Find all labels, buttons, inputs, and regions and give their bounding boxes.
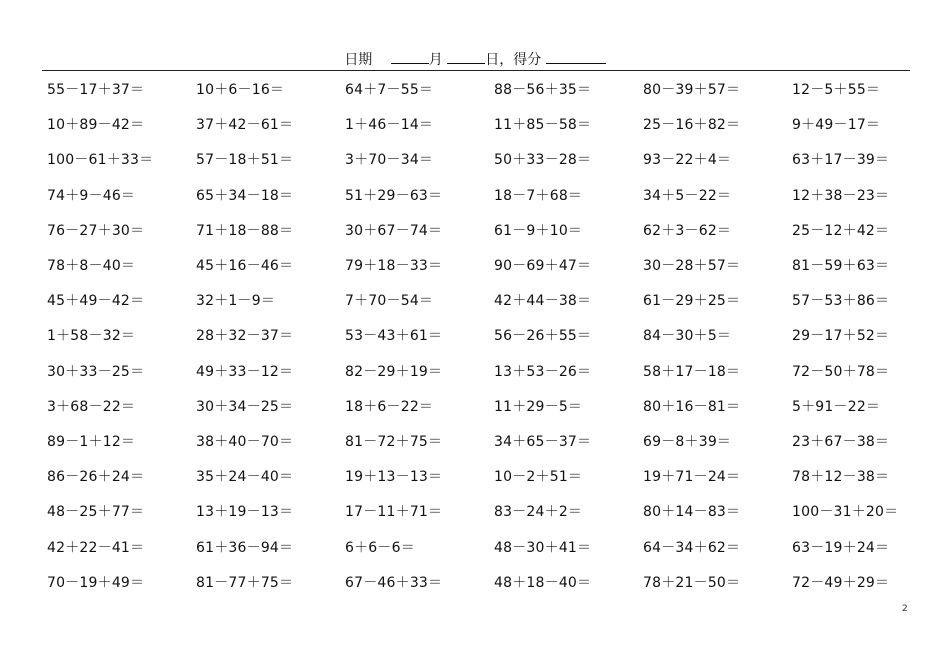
- arithmetic-problem: 83－24＋2＝: [494, 504, 583, 521]
- arithmetic-problem: 61－9＋10＝: [494, 222, 583, 239]
- arithmetic-problem: 28＋32－37＝: [196, 328, 294, 345]
- arithmetic-problem: 57－18＋51＝: [196, 152, 294, 169]
- arithmetic-problem: 81－77＋75＝: [196, 574, 294, 591]
- arithmetic-problem: 38＋40－70＝: [196, 434, 294, 450]
- score-blank: [546, 49, 606, 64]
- date-label: 日期: [344, 52, 373, 68]
- arithmetic-problem: 65＋34－18＝: [196, 187, 294, 204]
- arithmetic-problem: 25－16＋82＝: [643, 117, 741, 134]
- arithmetic-problem: 30－28＋57＝: [643, 258, 741, 274]
- arithmetic-problem: 37＋42－61＝: [196, 117, 294, 134]
- arithmetic-problem: 6＋6－6＝: [345, 539, 415, 556]
- arithmetic-problem: 10－2＋51＝: [494, 469, 583, 486]
- arithmetic-problem: 72－49＋29＝: [792, 574, 890, 591]
- arithmetic-problem: 12＋38－23＝: [792, 187, 890, 204]
- arithmetic-problem: 82－29＋19＝: [345, 363, 443, 380]
- arithmetic-problem: 23＋67－38＝: [792, 434, 890, 450]
- arithmetic-problem: 35＋24－40＝: [196, 469, 294, 486]
- arithmetic-problem: 55－17＋37＝: [47, 82, 145, 98]
- arithmetic-problem: 29－17＋52＝: [792, 328, 890, 345]
- arithmetic-problem: 48－25＋77＝: [47, 504, 145, 521]
- arithmetic-problem: 7＋70－54＝: [345, 293, 434, 310]
- arithmetic-problem: 78＋8－40＝: [47, 258, 136, 274]
- arithmetic-problem: 45＋16－46＝: [196, 258, 294, 274]
- arithmetic-problem: 80－39＋57＝: [643, 82, 741, 98]
- arithmetic-problem: 19＋13－13＝: [345, 469, 443, 486]
- arithmetic-problem: 70－19＋49＝: [47, 574, 145, 591]
- arithmetic-problem: 63＋17－39＝: [792, 152, 890, 169]
- arithmetic-problem: 48－30＋41＝: [494, 539, 592, 556]
- arithmetic-problem: 61＋36－94＝: [196, 539, 294, 556]
- month-blank: [391, 49, 429, 64]
- arithmetic-problem: 72－50＋78＝: [792, 363, 890, 380]
- arithmetic-problem: 88－56＋35＝: [494, 82, 592, 98]
- arithmetic-problem: 3＋70－34＝: [345, 152, 434, 169]
- arithmetic-problem: 19＋71－24＝: [643, 469, 741, 486]
- arithmetic-problem: 51＋29－63＝: [345, 187, 443, 204]
- arithmetic-problem: 9＋49－17＝: [792, 117, 881, 134]
- page-number: 2: [902, 604, 908, 614]
- arithmetic-problem: 53－43＋61＝: [345, 328, 443, 345]
- arithmetic-problem: 80＋14－83＝: [643, 504, 741, 521]
- arithmetic-problem: 1＋46－14＝: [345, 117, 434, 134]
- arithmetic-problem: 13＋19－13＝: [196, 504, 294, 521]
- arithmetic-problem: 78＋21－50＝: [643, 574, 741, 591]
- arithmetic-problem: 76－27＋30＝: [47, 222, 145, 239]
- arithmetic-problem: 18－7＋68＝: [494, 187, 583, 204]
- arithmetic-problem: 1＋58－32＝: [47, 328, 136, 345]
- day-score-label: 日，得分: [485, 52, 542, 68]
- arithmetic-problem: 81－72＋75＝: [345, 434, 443, 450]
- arithmetic-problem: 93－22＋4＝: [643, 152, 732, 169]
- arithmetic-problem: 84－30＋5＝: [643, 328, 732, 345]
- worksheet-header: [0, 49, 950, 69]
- arithmetic-problem: 89－1＋12＝: [47, 434, 136, 450]
- arithmetic-problem: 69－8＋39＝: [643, 434, 732, 450]
- arithmetic-problem: 86－26＋24＝: [47, 469, 145, 486]
- arithmetic-problem: 67－46＋33＝: [345, 574, 443, 591]
- arithmetic-problem: 56－26＋55＝: [494, 328, 592, 345]
- arithmetic-problem: 100－31＋20＝: [792, 504, 899, 521]
- arithmetic-problem: 10＋89－42＝: [47, 117, 145, 134]
- arithmetic-problem: 30＋34－25＝: [196, 398, 294, 415]
- arithmetic-problem: 30＋67－74＝: [345, 222, 443, 239]
- arithmetic-problem: 42＋22－41＝: [47, 539, 145, 556]
- arithmetic-problem: 62＋3－62＝: [643, 222, 732, 239]
- arithmetic-problem: 48＋18－40＝: [494, 574, 592, 591]
- arithmetic-problem: 64＋7－55＝: [345, 82, 434, 98]
- arithmetic-problem: 10＋6－16＝: [196, 82, 285, 98]
- arithmetic-problem: 64－34＋62＝: [643, 539, 741, 556]
- arithmetic-problem: 81－59＋63＝: [792, 258, 890, 274]
- arithmetic-problem: 18＋6－22＝: [345, 398, 434, 415]
- arithmetic-problem: 3＋68－22＝: [47, 398, 136, 415]
- arithmetic-problem: 12－5＋55＝: [792, 82, 881, 98]
- arithmetic-problem: 45＋49－42＝: [47, 293, 145, 310]
- arithmetic-problem: 25－12＋42＝: [792, 222, 890, 239]
- arithmetic-problem: 17－11＋71＝: [345, 504, 443, 521]
- arithmetic-problem: 11＋29－5＝: [494, 398, 583, 415]
- arithmetic-problem: 5＋91－22＝: [792, 398, 881, 415]
- arithmetic-problem: 74＋9－46＝: [47, 187, 136, 204]
- arithmetic-problem: 58＋17－18＝: [643, 363, 741, 380]
- arithmetic-problem: 13＋53－26＝: [494, 363, 592, 380]
- arithmetic-problem: 79＋18－33＝: [345, 258, 443, 274]
- arithmetic-problem: 11＋85－58＝: [494, 117, 592, 134]
- arithmetic-problem: 57－53＋86＝: [792, 293, 890, 310]
- arithmetic-problem: 30＋33－25＝: [47, 363, 145, 380]
- arithmetic-problem: 32＋1－9＝: [196, 293, 276, 310]
- arithmetic-problem: 63－19＋24＝: [792, 539, 890, 556]
- day-blank: [447, 49, 485, 64]
- header-rule: [42, 70, 910, 71]
- arithmetic-problem: 49＋33－12＝: [196, 363, 294, 380]
- arithmetic-problem: 34＋5－22＝: [643, 187, 732, 204]
- arithmetic-problem: 90－69＋47＝: [494, 258, 592, 274]
- arithmetic-problem: 71＋18－88＝: [196, 222, 294, 239]
- arithmetic-problem: 61－29＋25＝: [643, 293, 741, 310]
- month-label: 月: [428, 52, 443, 68]
- arithmetic-problem: 78＋12－38＝: [792, 469, 890, 486]
- arithmetic-problem: 42＋44－38＝: [494, 293, 592, 310]
- arithmetic-problem: 34＋65－37＝: [494, 434, 592, 450]
- arithmetic-problem: 50＋33－28＝: [494, 152, 592, 169]
- arithmetic-problem: 80＋16－81＝: [643, 398, 741, 415]
- arithmetic-problem: 100－61＋33＝: [47, 152, 154, 169]
